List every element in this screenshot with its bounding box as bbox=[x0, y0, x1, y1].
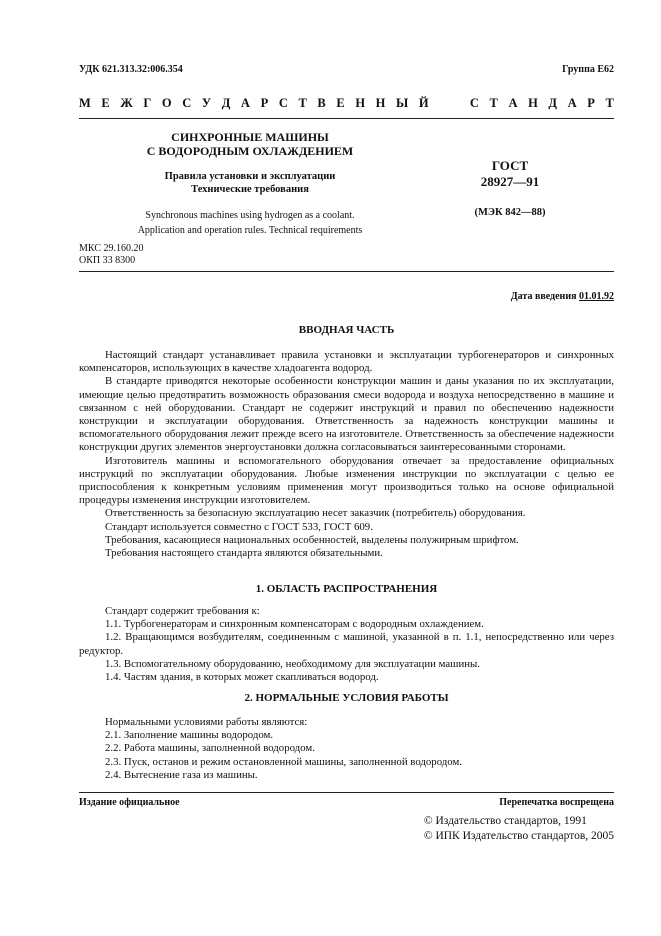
section-2-item: 2.2. Работа машины, заполненной водородом. bbox=[105, 742, 315, 755]
codes-divider bbox=[79, 271, 614, 272]
banner-letter: У bbox=[201, 96, 212, 110]
intro-paragraph: Стандарт используется совместно с ГОСТ 533, ГОСТ 609. bbox=[105, 520, 373, 533]
title-line-1: СИНХРОННЫЕ МАШИНЫ bbox=[171, 130, 329, 144]
intro-paragraph: Изготовитель машины и вспомогательного оборудования отвечает за предоставление официальных инструкций по эксплуатации оборудования. Любые изменения инструкции по эксплуатации с целью ее приспособления к конкретным условиям применения могут производиться только на основе официальной процедуры изменения инструкции изготовителем. bbox=[79, 454, 614, 507]
banner-letter: М bbox=[79, 96, 91, 110]
section-1-heading: 1. ОБЛАСТЬ РАСПРОСТРАНЕНИЯ bbox=[255, 583, 438, 595]
section-1-item: 1.1. Турбогенераторам и синхронным компенсаторам с водородным охлаждением. bbox=[105, 618, 484, 631]
header-divider bbox=[79, 118, 614, 119]
effective-date bbox=[511, 291, 614, 302]
copyright-line-1: © Издательство стандартов, 1991 bbox=[423, 815, 587, 827]
banner-letter: А bbox=[567, 96, 577, 110]
group-code: Группа Е62 bbox=[562, 64, 614, 75]
english-title-line-2: Application and operation rules. Technical requirements bbox=[137, 225, 363, 236]
okp-code: ОКП 33 8300 bbox=[79, 255, 136, 266]
banner-letter: Е bbox=[336, 96, 345, 110]
udk-code: УДК 621.313.32:006.354 bbox=[79, 64, 183, 75]
banner-letter: Н bbox=[355, 96, 366, 110]
english-title-line-1: Synchronous machines using hydrogen as a coolant. bbox=[145, 210, 355, 221]
document-title bbox=[100, 130, 400, 158]
gost-number bbox=[440, 158, 580, 190]
intro-text bbox=[79, 349, 614, 560]
banner-letter: Е bbox=[101, 96, 110, 110]
banner-letter: Г bbox=[143, 96, 152, 110]
official-edition-note: Издание официальное bbox=[79, 797, 180, 808]
document-subtitle bbox=[100, 170, 400, 196]
banner-letter: Н bbox=[375, 96, 386, 110]
banner-letter: Ы bbox=[396, 96, 409, 110]
section-2-item: 2.1. Заполнение машины водородом. bbox=[105, 729, 274, 742]
banner-letter: Т bbox=[298, 96, 307, 110]
section-1-item: 1.4. Частям здания, в которых может скапливаться водород. bbox=[105, 671, 379, 684]
section-1-item: 1.3. Вспомогательному оборудованию, необходимому для эксплуатации машины. bbox=[105, 657, 480, 670]
banner-letter: Н bbox=[528, 96, 538, 110]
banner-letter: С bbox=[182, 96, 192, 110]
copyright-line-2: © ИПК Издательство стандартов, 2005 bbox=[423, 830, 614, 842]
gost-label: ГОСТ bbox=[491, 158, 529, 173]
banner-letter: С bbox=[469, 96, 479, 110]
banner-letter: А bbox=[240, 96, 250, 110]
mks-code: МКС 29.160.20 bbox=[79, 243, 144, 254]
effective-date-value: 01.01.92 bbox=[579, 291, 614, 302]
section-2-lead: Нормальными условиями работы являются: bbox=[105, 716, 308, 728]
intro-paragraph: В стандарте приводятся некоторые особенности конструкции машин и даны указания по их эксплуатации, имеющие целью предотвратить возможность образования смеси водорода и воздуха непосредственно в машине и связанном с ней оборудовании. Стандарт не содержит инструкций и правил по обеспечению надежности конструкции и эксплуатации оборудования. Ответственность за надежность конструкции машины и вспомогательного оборудования лежит прежде всего на изготовителе. Ответственность за обеспечение надежности конструкции других элементов энергоустановки должна согласовываться заинтересованными сторонами. bbox=[79, 375, 614, 454]
subtitle-line-1: Правила установки и эксплуатации bbox=[164, 171, 336, 182]
subtitle-line-2: Технические требования bbox=[191, 184, 309, 195]
effective-date-label: Дата введения bbox=[510, 291, 577, 302]
section-2-item: 2.3. Пуск, останов и режим остановленной машины, заполненной водородом. bbox=[105, 755, 463, 768]
interstate-standard-banner bbox=[79, 96, 614, 111]
footer-divider bbox=[79, 792, 614, 793]
iec-reference: (МЭК 842—88) bbox=[474, 207, 546, 218]
english-title bbox=[100, 208, 400, 238]
intro-paragraph: Требования настоящего стандарта являются обязательными. bbox=[105, 547, 383, 560]
intro-paragraph: Требования, касающиеся национальных особенностей, выделены полужирным шрифтом. bbox=[105, 533, 519, 546]
banner-letter: О bbox=[161, 96, 172, 110]
reprint-prohibited-note: Перепечатка воспрещена bbox=[499, 797, 614, 808]
banner-letter: Т bbox=[489, 96, 498, 110]
banner-letter: С bbox=[278, 96, 288, 110]
intro-heading: ВВОДНАЯ ЧАСТЬ bbox=[298, 324, 395, 336]
banner-letter: Ж bbox=[120, 96, 133, 110]
section-2-text bbox=[79, 716, 614, 782]
banner-letter bbox=[439, 96, 459, 111]
banner-letter: Й bbox=[418, 96, 429, 110]
section-1-lead: Стандарт содержит требования к: bbox=[105, 605, 260, 617]
intro-paragraph: Ответственность за безопасную эксплуатацию несет заказчик (потребитель) оборудования. bbox=[105, 507, 526, 520]
intro-paragraph: Настоящий стандарт устанавливает правила установки и эксплуатации турбогенераторов и синхронных компенсаторов, использующих в качестве хладоагента водород. bbox=[79, 349, 614, 375]
copyright-block bbox=[424, 814, 614, 844]
banner-letter: Д bbox=[548, 96, 558, 110]
section-1-text bbox=[79, 605, 614, 684]
section-1-item: 1.2. Вращающимся возбудителям, соединенным с машиной, указанной в п. 1.1, непосредственно или через редуктор. bbox=[79, 631, 614, 657]
banner-letter: А bbox=[508, 96, 518, 110]
section-2-heading: 2. НОРМАЛЬНЫЕ УСЛОВИЯ РАБОТЫ bbox=[244, 692, 449, 704]
banner-letter: Д bbox=[221, 96, 231, 110]
section-2-item: 2.4. Вытеснение газа из машины. bbox=[105, 768, 258, 781]
banner-letter: Р bbox=[587, 96, 595, 110]
banner-letter: В bbox=[317, 96, 326, 110]
classification-codes bbox=[79, 243, 143, 267]
title-line-2: С ВОДОРОДНЫМ ОХЛАЖДЕНИЕМ bbox=[146, 144, 354, 158]
banner-letter: Т bbox=[605, 96, 614, 110]
gost-code: 28927—91 bbox=[480, 174, 540, 189]
banner-letter: Р bbox=[260, 96, 269, 110]
